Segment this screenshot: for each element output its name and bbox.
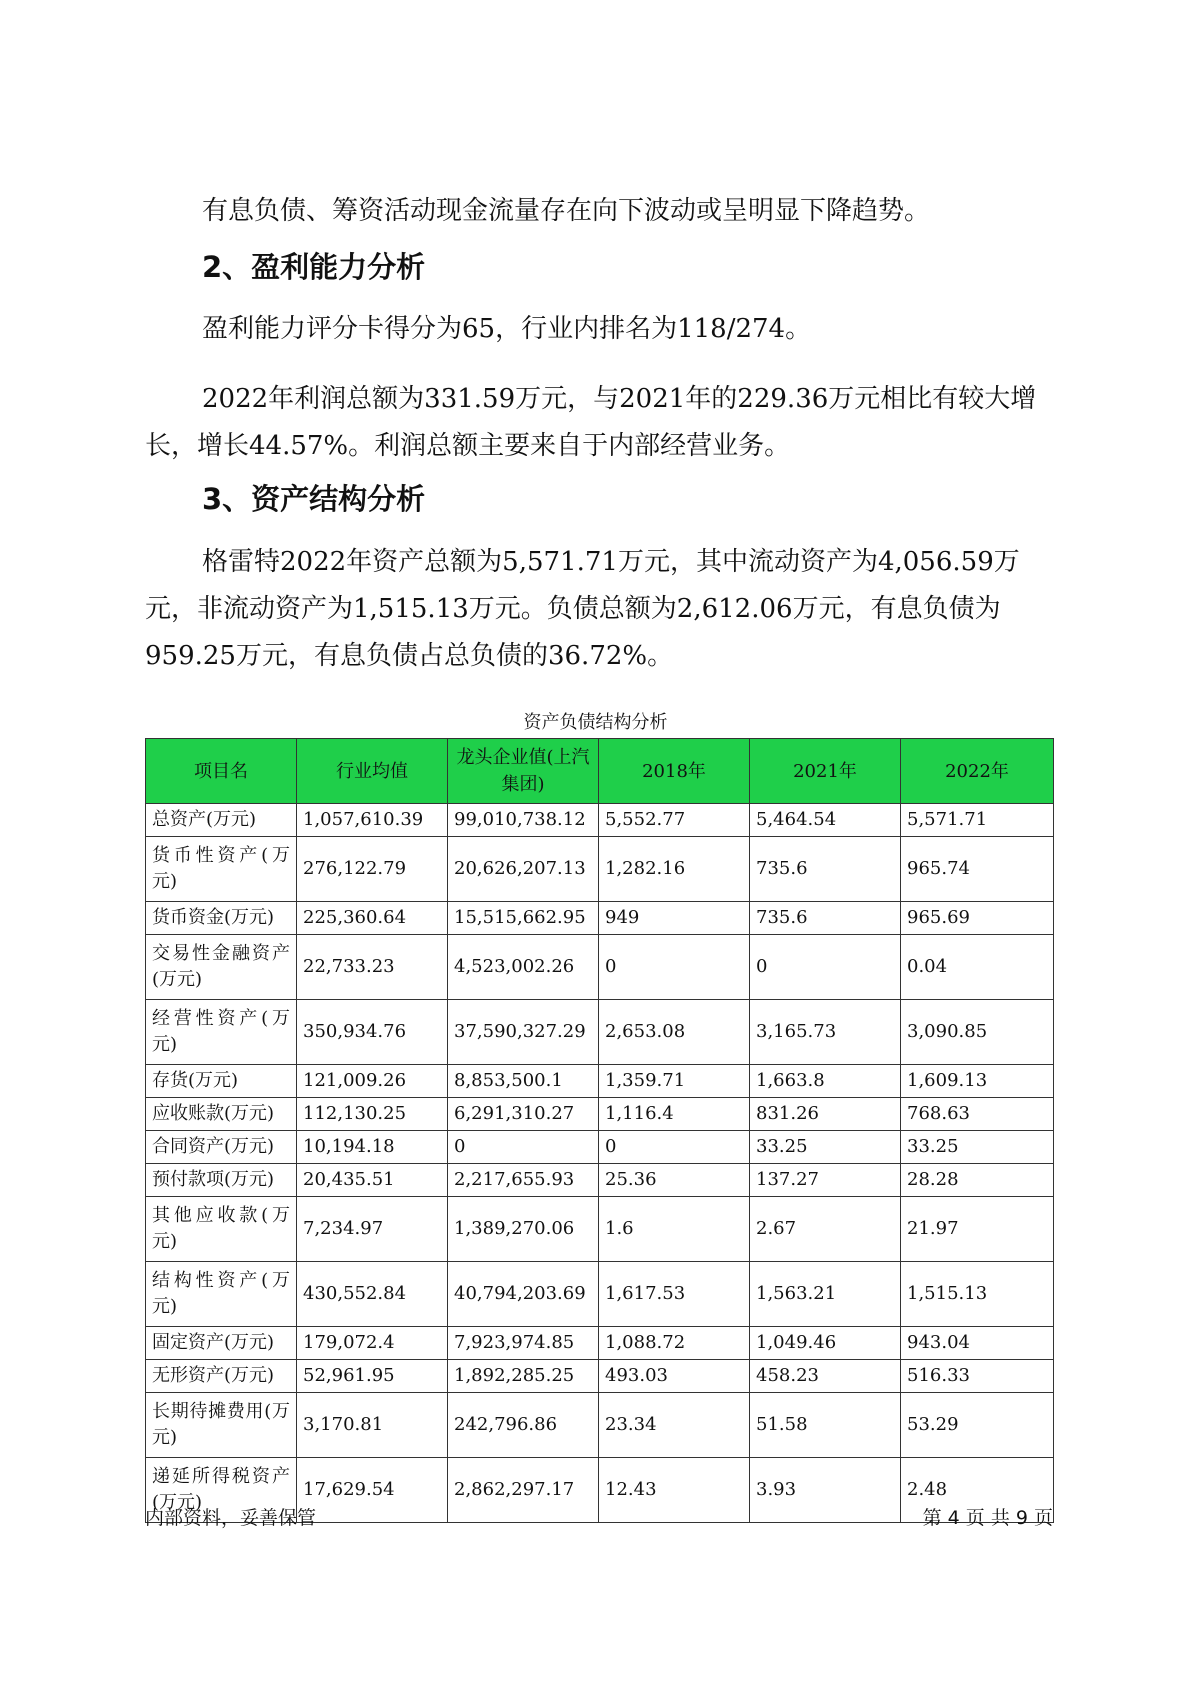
table-cell-value: 52,961.95 bbox=[297, 1360, 448, 1393]
table-cell-value: 2.48 bbox=[901, 1458, 1054, 1523]
table-cell-value: 225,360.64 bbox=[297, 902, 448, 935]
table-cell-value: 1,088.72 bbox=[599, 1327, 750, 1360]
header-leader-value: 龙头企业值(上汽集团) bbox=[448, 739, 599, 804]
table-row bbox=[146, 902, 1054, 935]
table-cell-value: 735.6 bbox=[750, 902, 901, 935]
table-cell-value: 20,626,207.13 bbox=[448, 837, 599, 902]
header-industry-average: 行业均值 bbox=[297, 739, 448, 804]
header-2021: 2021年 bbox=[750, 739, 901, 804]
table-cell-value: 3.93 bbox=[750, 1458, 901, 1523]
table-cell-value: 10,194.18 bbox=[297, 1131, 448, 1164]
table-cell-value: 516.33 bbox=[901, 1360, 1054, 1393]
table-row bbox=[146, 1000, 1054, 1065]
table-cell-item: 经营性资产(万元) bbox=[146, 1000, 297, 1065]
table-cell-value: 949 bbox=[599, 902, 750, 935]
table-row bbox=[146, 804, 1054, 837]
table-cell-item: 应收账款(万元) bbox=[146, 1098, 297, 1131]
table-cell-value: 0 bbox=[750, 935, 901, 1000]
table-cell-value: 3,170.81 bbox=[297, 1393, 448, 1458]
footer-confidential: 内部资料，妥善保管 bbox=[145, 1507, 317, 1529]
table-cell-value: 33.25 bbox=[901, 1131, 1054, 1164]
table-cell-value: 20,435.51 bbox=[297, 1164, 448, 1197]
table-cell-value: 51.58 bbox=[750, 1393, 901, 1458]
table-cell-value: 28.28 bbox=[901, 1164, 1054, 1197]
paragraph-assets: 格雷特2022年资产总额为5,571.71万元，其中流动资产为4,056.59万元，非流动资产为1,515.13万元。负债总额为2,612.06万元，有息负债为959.25万元，有息负债占总负债的36.72%。 bbox=[145, 547, 1020, 671]
table-cell-value: 99,010,738.12 bbox=[448, 804, 599, 837]
table-cell-value: 735.6 bbox=[750, 837, 901, 902]
table-cell-value: 1,663.8 bbox=[750, 1065, 901, 1098]
table-cell-item: 交易性金融资产(万元) bbox=[146, 935, 297, 1000]
table-cell-value: 1,563.21 bbox=[750, 1262, 901, 1327]
table-cell-item: 递延所得税资产(万元) bbox=[146, 1458, 297, 1523]
paragraph-profit: 2022年利润总额为331.59万元，与2021年的229.36万元相比有较大增长，增长44.57%。利润总额主要来自于内部经营业务。 bbox=[145, 384, 1037, 461]
table-row bbox=[146, 1197, 1054, 1262]
table-cell-item: 长期待摊费用(万元) bbox=[146, 1393, 297, 1458]
table-cell-item: 预付款项(万元) bbox=[146, 1164, 297, 1197]
table-cell-value: 15,515,662.95 bbox=[448, 902, 599, 935]
table-cell-value: 242,796.86 bbox=[448, 1393, 599, 1458]
table-cell-value: 0 bbox=[448, 1131, 599, 1164]
table-cell-value: 768.63 bbox=[901, 1098, 1054, 1131]
table-cell-value: 23.34 bbox=[599, 1393, 750, 1458]
table-row bbox=[146, 1360, 1054, 1393]
table-cell-value: 7,923,974.85 bbox=[448, 1327, 599, 1360]
table-cell-value: 1,892,285.25 bbox=[448, 1360, 599, 1393]
table-cell-value: 53.29 bbox=[901, 1393, 1054, 1458]
table-cell-value: 2,862,297.17 bbox=[448, 1458, 599, 1523]
table-cell-item: 固定资产(万元) bbox=[146, 1327, 297, 1360]
table-cell-item: 存货(万元) bbox=[146, 1065, 297, 1098]
table-cell-value: 350,934.76 bbox=[297, 1000, 448, 1065]
table-cell-value: 5,464.54 bbox=[750, 804, 901, 837]
table-cell-value: 112,130.25 bbox=[297, 1098, 448, 1131]
table-row bbox=[146, 1131, 1054, 1164]
table-cell-value: 179,072.4 bbox=[297, 1327, 448, 1360]
table-cell-value: 33.25 bbox=[750, 1131, 901, 1164]
table-cell-value: 40,794,203.69 bbox=[448, 1262, 599, 1327]
table-caption: 资产负债结构分析 bbox=[523, 712, 668, 733]
table-cell-value: 1,617.53 bbox=[599, 1262, 750, 1327]
table-cell-value: 965.74 bbox=[901, 837, 1054, 902]
table-cell-value: 2.67 bbox=[750, 1197, 901, 1262]
table-cell-item: 结构性资产(万元) bbox=[146, 1262, 297, 1327]
asset-liability-table bbox=[145, 738, 1054, 1523]
table-cell-value: 3,165.73 bbox=[750, 1000, 901, 1065]
table-cell-value: 1,049.46 bbox=[750, 1327, 901, 1360]
header-item-name: 项目名 bbox=[146, 739, 297, 804]
table-header-row bbox=[146, 739, 1054, 804]
table-cell-value: 25.36 bbox=[599, 1164, 750, 1197]
table-cell-item: 货币资金(万元) bbox=[146, 902, 297, 935]
table-cell-value: 1,389,270.06 bbox=[448, 1197, 599, 1262]
table-cell-value: 493.03 bbox=[599, 1360, 750, 1393]
table-cell-value: 5,552.77 bbox=[599, 804, 750, 837]
table-cell-value: 1.6 bbox=[599, 1197, 750, 1262]
table-cell-value: 3,090.85 bbox=[901, 1000, 1054, 1065]
table-cell-value: 0 bbox=[599, 1131, 750, 1164]
table-cell-value: 458.23 bbox=[750, 1360, 901, 1393]
table-row bbox=[146, 1262, 1054, 1327]
table-cell-value: 1,116.4 bbox=[599, 1098, 750, 1131]
table-cell-value: 0 bbox=[599, 935, 750, 1000]
table-cell-value: 37,590,327.29 bbox=[448, 1000, 599, 1065]
table-cell-value: 430,552.84 bbox=[297, 1262, 448, 1327]
paragraph-score: 盈利能力评分卡得分为65，行业内排名为118/274。 bbox=[202, 314, 812, 344]
header-2018: 2018年 bbox=[599, 739, 750, 804]
table-cell-value: 22,733.23 bbox=[297, 935, 448, 1000]
table-cell-value: 5,571.71 bbox=[901, 804, 1054, 837]
paragraph-continuation: 有息负债、筹资活动现金流量存在向下波动或呈明显下降趋势。 bbox=[202, 196, 931, 226]
table-cell-value: 8,853,500.1 bbox=[448, 1065, 599, 1098]
header-2022: 2022年 bbox=[901, 739, 1054, 804]
table-cell-value: 831.26 bbox=[750, 1098, 901, 1131]
footer-page-number: 第 4 页 共 9 页 bbox=[922, 1507, 1053, 1529]
table-cell-value: 2,653.08 bbox=[599, 1000, 750, 1065]
table-cell-value: 2,217,655.93 bbox=[448, 1164, 599, 1197]
table-cell-value: 1,057,610.39 bbox=[297, 804, 448, 837]
table-row bbox=[146, 935, 1054, 1000]
table-cell-value: 1,359.71 bbox=[599, 1065, 750, 1098]
table-row bbox=[146, 837, 1054, 902]
section-heading-profitability: 2、盈利能力分析 bbox=[202, 250, 426, 284]
table-row bbox=[146, 1098, 1054, 1131]
table-cell-value: 6,291,310.27 bbox=[448, 1098, 599, 1131]
table-cell-value: 121,009.26 bbox=[297, 1065, 448, 1098]
table-cell-value: 12.43 bbox=[599, 1458, 750, 1523]
table-row bbox=[146, 1327, 1054, 1360]
table-cell-value: 0.04 bbox=[901, 935, 1054, 1000]
table-cell-value: 276,122.79 bbox=[297, 837, 448, 902]
table-cell-value: 1,282.16 bbox=[599, 837, 750, 902]
table-cell-item: 其他应收款(万元) bbox=[146, 1197, 297, 1262]
table-cell-item: 合同资产(万元) bbox=[146, 1131, 297, 1164]
table-cell-item: 无形资产(万元) bbox=[146, 1360, 297, 1393]
table-cell-item: 货币性资产(万元) bbox=[146, 837, 297, 902]
table-cell-value: 21.97 bbox=[901, 1197, 1054, 1262]
table-row bbox=[146, 1065, 1054, 1098]
table-cell-value: 17,629.54 bbox=[297, 1458, 448, 1523]
section-heading-asset-structure: 3、资产结构分析 bbox=[202, 482, 426, 516]
table-row bbox=[146, 1393, 1054, 1458]
table-cell-value: 1,515.13 bbox=[901, 1262, 1054, 1327]
table-cell-value: 1,609.13 bbox=[901, 1065, 1054, 1098]
table-cell-value: 7,234.97 bbox=[297, 1197, 448, 1262]
table-row bbox=[146, 1164, 1054, 1197]
table-cell-value: 4,523,002.26 bbox=[448, 935, 599, 1000]
table-cell-item: 总资产(万元) bbox=[146, 804, 297, 837]
table-cell-value: 965.69 bbox=[901, 902, 1054, 935]
table-cell-value: 943.04 bbox=[901, 1327, 1054, 1360]
table-cell-value: 137.27 bbox=[750, 1164, 901, 1197]
